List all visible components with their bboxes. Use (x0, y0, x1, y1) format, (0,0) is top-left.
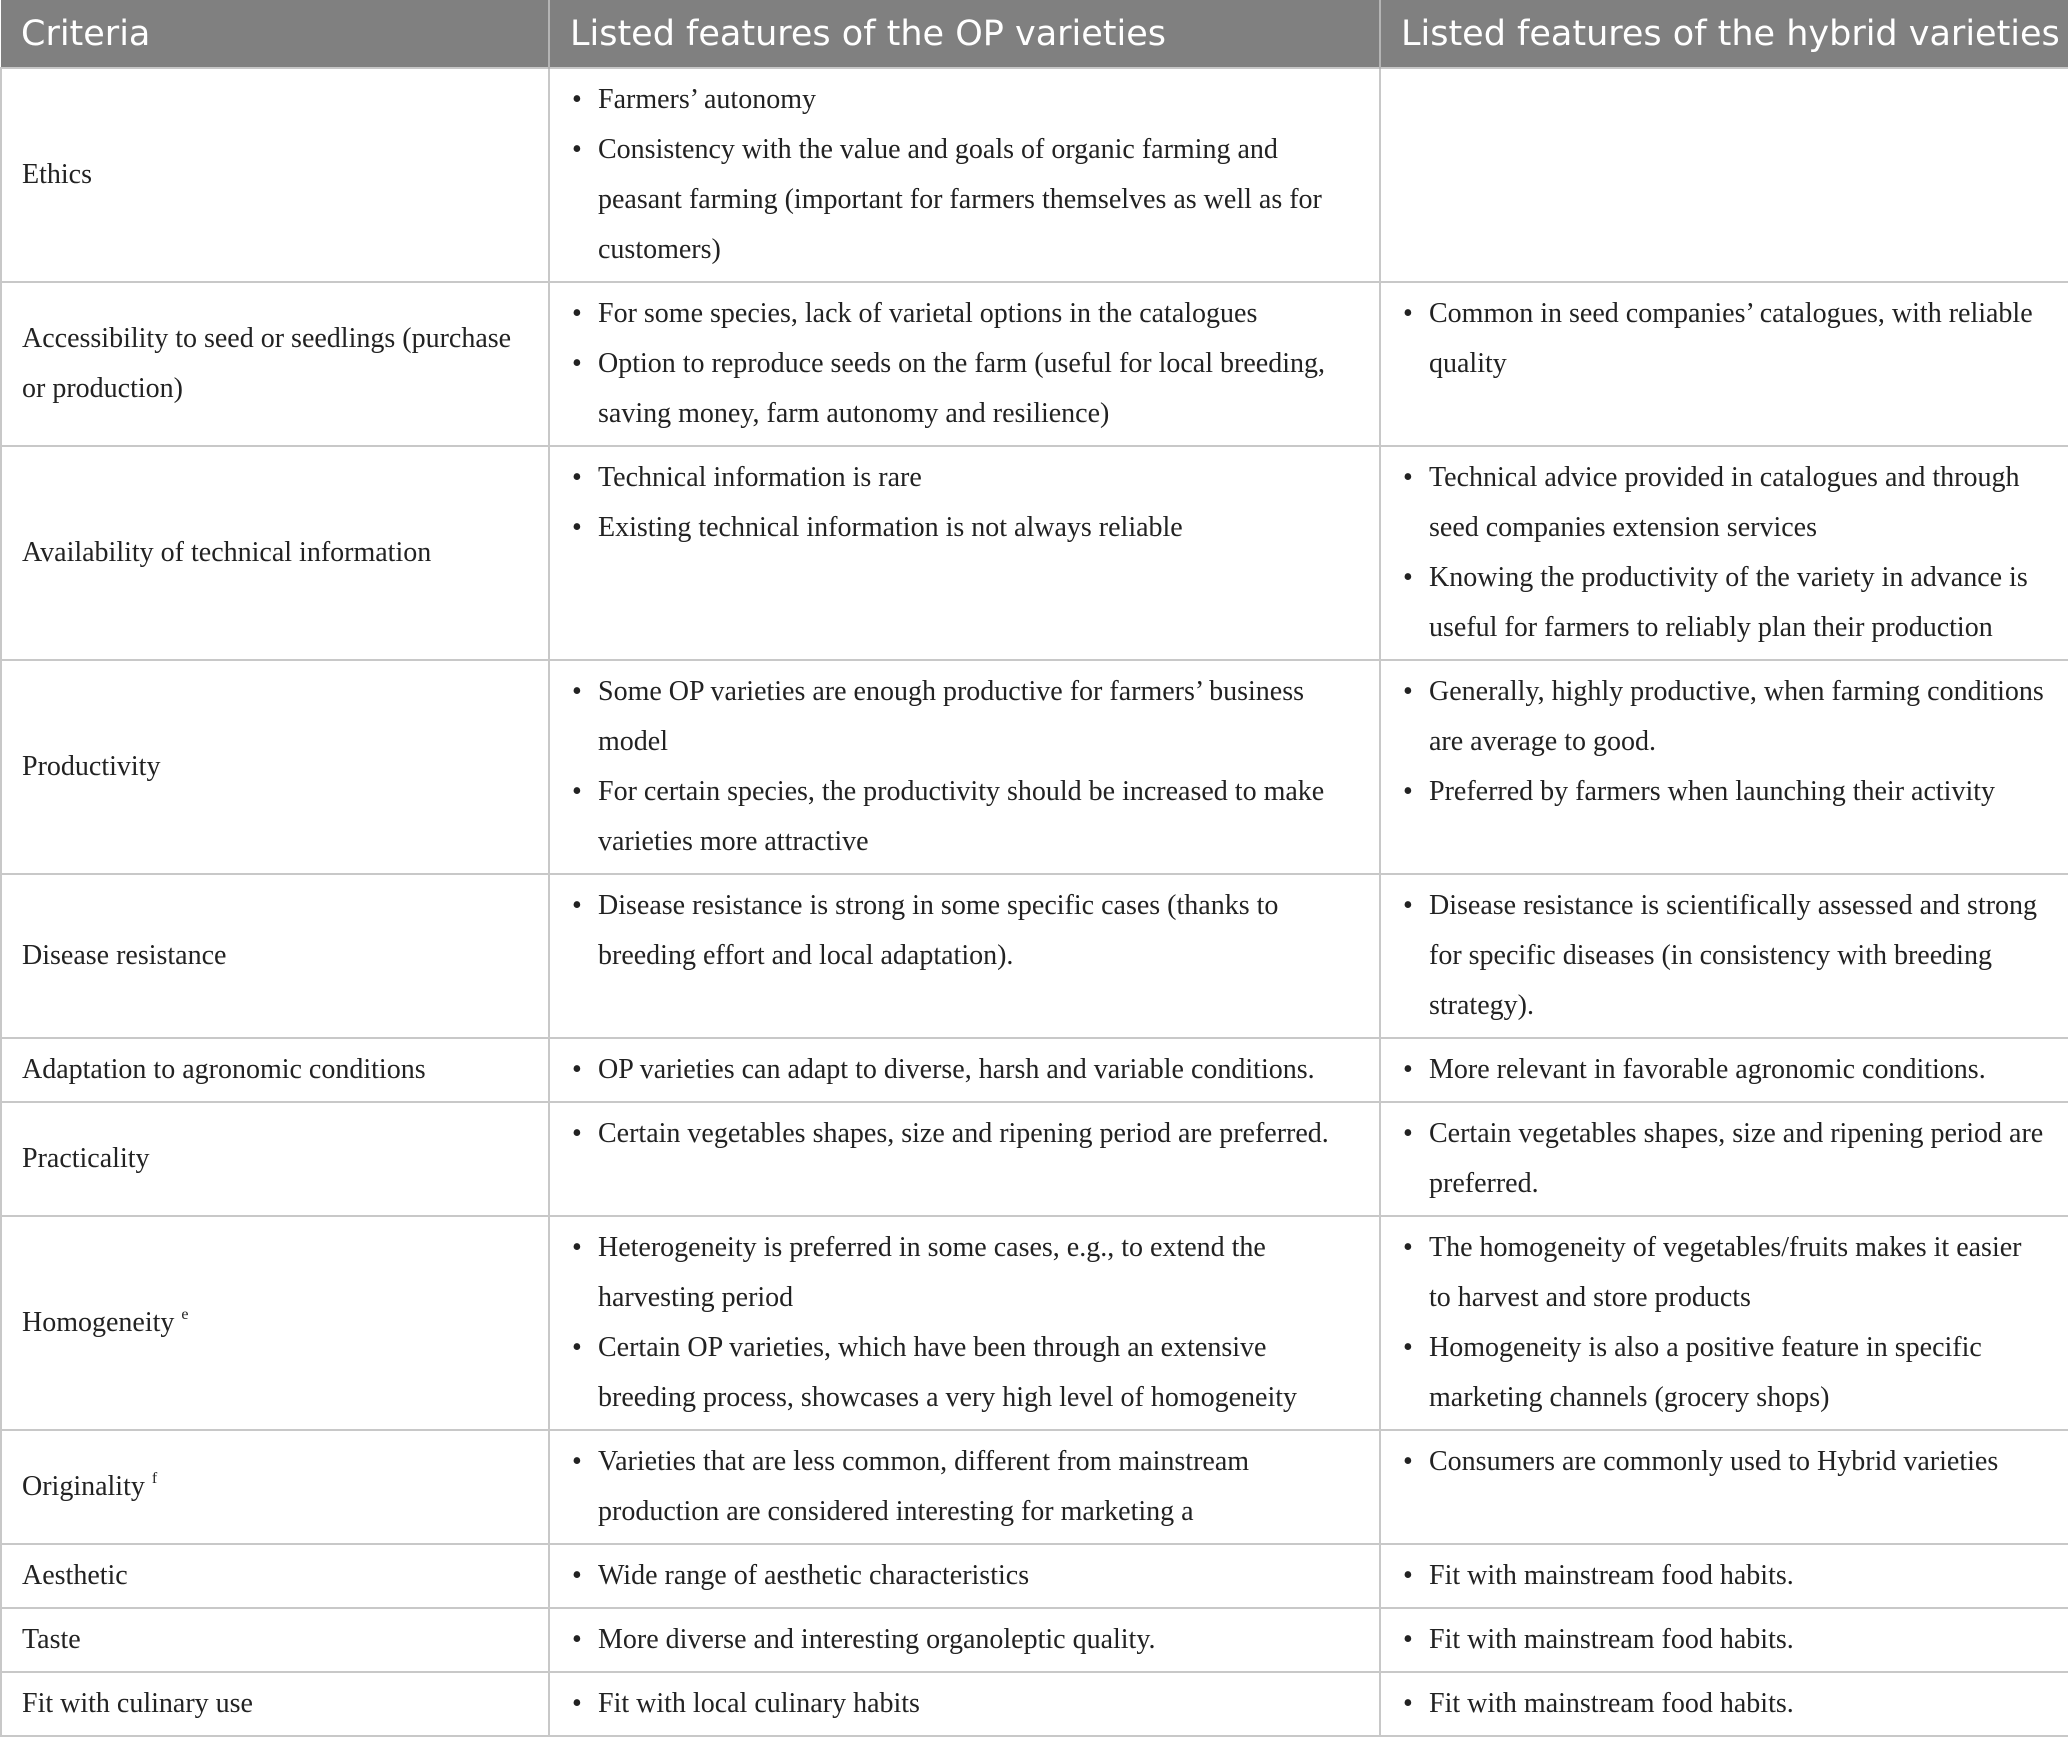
list-item: • Certain vegetables shapes, size and ripening period are preferred. (1395, 1109, 2048, 1209)
hybrid-feature-list (1395, 1551, 2048, 1601)
list-item: • Varieties that are less common, different from mainstream production are considered interesting for marketing a (564, 1437, 1359, 1537)
hybrid-features-cell (1380, 1608, 2068, 1672)
list-item: • Consistency with the value and goals of organic farming and peasant farming (important for farmers themselves as well as for customers) (564, 125, 1359, 275)
criterion-cell (1, 1430, 549, 1544)
criterion-label: Productivity (22, 751, 161, 782)
hybrid-features-cell (1380, 1038, 2068, 1102)
op-features-cell (549, 874, 1380, 1038)
hybrid-features-cell (1380, 874, 2068, 1038)
hybrid-feature-list (1395, 667, 2048, 817)
table-row (1, 1216, 2068, 1430)
table-row (1, 446, 2068, 660)
op-feature-list (564, 1437, 1359, 1537)
header-criteria: Criteria (1, 0, 549, 68)
criterion-cell (1, 660, 549, 874)
criterion-cell (1, 1544, 549, 1608)
criterion-label: Disease resistance (22, 940, 227, 971)
list-item: • Certain vegetables shapes, size and ripening period are preferred. (564, 1109, 1359, 1159)
table-row (1, 874, 2068, 1038)
criterion-cell (1, 1038, 549, 1102)
op-features-cell (549, 68, 1380, 282)
list-item: • Some OP varieties are enough productive for farmers’ business model (564, 667, 1359, 767)
hybrid-feature-list (1395, 1437, 2048, 1487)
hybrid-features-cell (1380, 660, 2068, 874)
hybrid-features-cell (1380, 282, 2068, 446)
op-features-cell (549, 1430, 1380, 1544)
op-feature-list (564, 881, 1359, 981)
criterion-label: Taste (22, 1624, 81, 1655)
list-item: • Option to reproduce seeds on the farm (useful for local breeding, saving money, farm autonomy and resilience) (564, 339, 1359, 439)
criterion-label: Homogeneity (22, 1307, 175, 1338)
criterion-label: Ethics (22, 159, 92, 190)
op-features-cell (549, 1608, 1380, 1672)
op-features-cell (549, 660, 1380, 874)
list-item: • Fit with local culinary habits (564, 1679, 1359, 1729)
criterion-cell (1, 1216, 549, 1430)
footnote-marker: e (181, 1306, 189, 1323)
op-features-cell (549, 1216, 1380, 1430)
header-row (1, 0, 2068, 68)
table-row (1, 1102, 2068, 1216)
list-item: • Common in seed companies’ catalogues, with reliable quality (1395, 289, 2048, 389)
criterion-label: Accessibility to seed or seedlings (purchase or production) (22, 323, 512, 404)
criterion-label: Fit with culinary use (22, 1688, 253, 1719)
list-item: • Farmers’ autonomy (564, 75, 1359, 125)
criterion-cell (1, 1102, 549, 1216)
op-features-cell (549, 1544, 1380, 1608)
hybrid-feature-list (1395, 1045, 2048, 1095)
table-row (1, 1672, 2068, 1736)
list-item: • Generally, highly productive, when farming conditions are average to good. (1395, 667, 2048, 767)
list-item: • For certain species, the productivity should be increased to make varieties more attractive (564, 767, 1359, 867)
list-item: • For some species, lack of varietal options in the catalogues (564, 289, 1359, 339)
hybrid-features-cell (1380, 1544, 2068, 1608)
table-header (1, 0, 2068, 68)
op-feature-list (564, 1109, 1359, 1159)
hybrid-features-cell (1380, 68, 2068, 282)
table-row (1, 1430, 2068, 1544)
op-feature-list (564, 1615, 1359, 1665)
op-features-cell (549, 282, 1380, 446)
op-feature-list (564, 1551, 1359, 1601)
criterion-label: Practicality (22, 1143, 150, 1174)
op-feature-list (564, 453, 1359, 553)
list-item: • Existing technical information is not always reliable (564, 503, 1359, 553)
list-item: • Certain OP varieties, which have been through an extensive breeding process, showcases a very high level of homogeneity (564, 1323, 1359, 1423)
criterion-cell (1, 874, 549, 1038)
list-item: • Disease resistance is strong in some specific cases (thanks to breeding effort and local adaptation). (564, 881, 1359, 981)
hybrid-feature-list (1395, 1615, 2048, 1665)
op-feature-list (564, 1045, 1359, 1095)
hybrid-feature-list (1395, 289, 2048, 389)
hybrid-features-cell (1380, 1216, 2068, 1430)
criterion-cell (1, 1608, 549, 1672)
list-item: • Fit with mainstream food habits. (1395, 1679, 2048, 1729)
criterion-label: Aesthetic (22, 1560, 128, 1591)
criterion-cell (1, 282, 549, 446)
table-row (1, 1544, 2068, 1608)
list-item: • Technical advice provided in catalogues and through seed companies extension services (1395, 453, 2048, 553)
op-feature-list (564, 667, 1359, 867)
hybrid-feature-list (1395, 881, 2048, 1031)
table-body (1, 68, 2068, 1736)
criterion-cell (1, 68, 549, 282)
header-hybrid-features: Listed features of the hybrid varieties (1380, 0, 2068, 68)
list-item: • Consumers are commonly used to Hybrid varieties (1395, 1437, 2048, 1487)
list-item: • Fit with mainstream food habits. (1395, 1551, 2048, 1601)
hybrid-feature-list (1395, 453, 2048, 653)
list-item: • More relevant in favorable agronomic conditions. (1395, 1045, 2048, 1095)
list-item: • Preferred by farmers when launching their activity (1395, 767, 2048, 817)
list-item: • Wide range of aesthetic characteristics (564, 1551, 1359, 1601)
op-features-cell (549, 1672, 1380, 1736)
criterion-cell (1, 446, 549, 660)
table-row (1, 1608, 2068, 1672)
table-row (1, 1038, 2068, 1102)
list-item: • Technical information is rare (564, 453, 1359, 503)
table-row (1, 282, 2068, 446)
op-feature-list (564, 1679, 1359, 1729)
criterion-cell (1, 1672, 549, 1736)
hybrid-features-cell (1380, 1102, 2068, 1216)
list-item: • Knowing the productivity of the variety in advance is useful for farmers to reliably plan their production (1395, 553, 2048, 653)
list-item: • Homogeneity is also a positive feature in specific marketing channels (grocery shops) (1395, 1323, 2048, 1423)
hybrid-feature-list (1395, 1223, 2048, 1423)
op-features-cell (549, 1038, 1380, 1102)
list-item: • Heterogeneity is preferred in some cases, e.g., to extend the harvesting period (564, 1223, 1359, 1323)
hybrid-features-cell (1380, 446, 2068, 660)
op-features-cell (549, 446, 1380, 660)
header-op-features: Listed features of the OP varieties (549, 0, 1380, 68)
table-row (1, 68, 2068, 282)
op-feature-list (564, 75, 1359, 275)
list-item: • More diverse and interesting organoleptic quality. (564, 1615, 1359, 1665)
criterion-label: Adaptation to agronomic conditions (22, 1054, 426, 1085)
op-feature-list (564, 289, 1359, 439)
footnote-marker: f (151, 1470, 158, 1487)
hybrid-feature-list (1395, 1679, 2048, 1729)
list-item: • The homogeneity of vegetables/fruits makes it easier to harvest and store products (1395, 1223, 2048, 1323)
list-item: • Disease resistance is scientifically assessed and strong for specific diseases (in consistency with breeding strategy). (1395, 881, 2048, 1031)
hybrid-features-cell (1380, 1430, 2068, 1544)
op-features-cell (549, 1102, 1380, 1216)
list-item: • OP varieties can adapt to diverse, harsh and variable conditions. (564, 1045, 1359, 1095)
hybrid-features-cell (1380, 1672, 2068, 1736)
criterion-label: Originality (22, 1471, 145, 1502)
op-feature-list (564, 1223, 1359, 1423)
criterion-label: Availability of technical information (22, 537, 432, 568)
hybrid-feature-list (1395, 1109, 2048, 1209)
list-item: • Fit with mainstream food habits. (1395, 1615, 2048, 1665)
table-row (1, 660, 2068, 874)
